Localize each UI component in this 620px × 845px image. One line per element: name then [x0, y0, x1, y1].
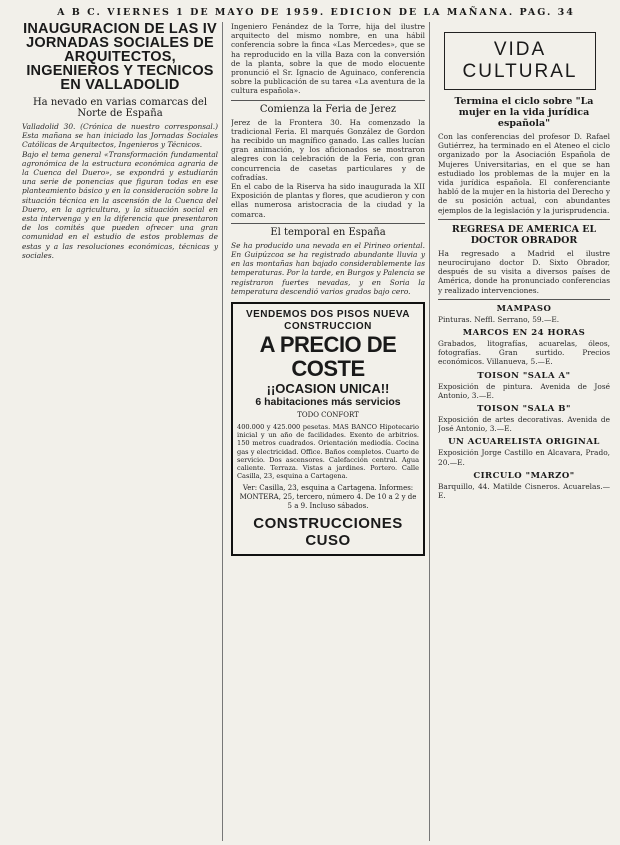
gallery-title: UN ACUARELISTA ORIGINAL [448, 437, 600, 448]
gallery-text: Exposición Jorge Castillo en Alcavara, Prado, 20.—E. [438, 448, 610, 467]
ad-ocasion: ¡¡OCASION UNICA!! [266, 381, 390, 397]
headline-temporal: El temporal en España [270, 226, 386, 238]
ad-details: 400.000 y 425.000 pesetas. MAS BANCO Hipotecario inicial y un año de facilidades. Exento de arbitrios. 150 metros cuadrados. Orientación mediodía. Cocina gas y electricidad. Office. Baños completos. Cuarto de servicio. Dos ascensores. Calefacción central. Agua caliente. Terraza. Vistas a jardines. Portero. Calle Casilla, 23, esquina a Cartagena. [237, 423, 419, 481]
article-exposicion: En el cabo de la Riserva ha sido inaugurada la XII Exposición de plantas y flores, que acudieron y con ellas numerosa aristocracia de la ciudad y la comarca. [231, 182, 425, 219]
gallery-title: TOISON "SALA A" [477, 370, 571, 381]
article-continued: Ingeniero Fenández de la Torre, hija del ilustre arquitecto del mismo nombre, en una hábil conferencia sobre la finca «Las Mercedes», que se ha reproducido en la villa Baza con la conversión de la planta, sobre la que de modo elocuente pronunció el Sr. Ignacio de Aguinaco, conferencia sobre la publicación de su tarea «La aventura de la cultura española». [231, 22, 425, 96]
headline-obrador: REGRESA DE AMERICA EL DOCTOR OBRADOR [451, 223, 597, 246]
gallery-title: CIRCULO "MARZO" [473, 470, 575, 481]
article-lead: Valladolid 30. (Crónica de nuestro corresponsal.) Esta mañana se han iniciado las Jornadas Sociales Católicas de Arquitectos, Ingenieros y Técnicos. [22, 122, 218, 150]
main-headline: INAUGURACION DE LAS IV JORNADAS SOCIALES DE ARQUITECTOS, INGENIEROS Y TECNICOS EN VALLADOLID [23, 22, 217, 93]
column-right [438, 22, 610, 841]
headline-feria-jerez: Comienza la Feria de Jerez [259, 103, 397, 115]
gallery-title: MARCOS EN 24 HORAS [462, 328, 586, 339]
ad-big-title: A PRECIO DE COSTE [259, 332, 397, 382]
article-temporal: Se ha producido una nevada en el Pirineo oriental. En Guipúzcoa se ha registrado abundante lluvia y en las montañas han bajado considerablemente las temperaturas. Por la tarde, en Burgos y Palencia se registraron fuertes nevadas, y en Soria la temperatura descendió varios grados bajo cero. [231, 240, 425, 296]
column-left [22, 22, 223, 841]
section-title-vida-cultural: VIDA CULTURAL [444, 32, 596, 90]
gallery-text: Grabados, litografías, acuarelas, óleos, fotografías. Gran surtido. Precios económicos. Villanueva, 5.—E. [438, 339, 610, 367]
gallery-title: TOISON "SALA B" [477, 404, 571, 415]
advertisement-pisos [231, 302, 425, 555]
article-obrador: Ha regresado a Madrid el ilustre neurocirujano doctor D. Sixto Obrador, después de su visita a diversos países de América, donde ha pronunciado conferencias y realizado intervenciones. [438, 248, 610, 295]
ad-habitaciones: 6 habitaciones más servicios [255, 396, 401, 409]
divider [438, 299, 610, 300]
ad-line1: VENDEMOS DOS PISOS NUEVA CONSTRUCCION [245, 309, 411, 333]
ad-contact: Ver: Casilla, 23, esquina a Cartagena. Informes: MONTERA, 25, tercero, número 4. De 10 a 2 y de 5 a 9. Incluso sábados. [239, 483, 417, 510]
gallery-title: MAMPASO [496, 303, 552, 314]
divider [438, 219, 610, 220]
divider [231, 100, 425, 101]
gallery-text: Exposición de artes decorativas. Avenida de José Antonio, 3.—E. [438, 415, 610, 434]
ad-confort: TODO CONFORT [297, 411, 359, 420]
headline-mujer-juridica: Termina el ciclo sobre "La mujer en la vida jurídica española" [454, 96, 594, 129]
article-body: Bajo el tema general «Transformación fundamental agronómica de la estructura económica agraria de la Cuenca del Duero», se expondrá y estudiarán una serie de ponencias que figuran todas en ese planteamiento básico y en la consideración sobre la situación técnica en la ascensión de la Cuenca del Duero, en la agricultura, y la situación social en esta intervenga y en la diferencia que presentaron de los comités que pueden ofrecer una gran comunidad en el estudio de estos problemas de estas y a las resoluciones económicas, técnicas y sociales. [22, 149, 218, 260]
ad-brand: CONSTRUCCIONES CUSO [253, 514, 403, 549]
gallery-text: Exposición de pintura. Avenida de José Antonio, 3.—E. [438, 381, 610, 400]
divider [231, 223, 425, 224]
gallery-text: Barquillo, 44. Matilde Cisneros. Acuarelas.—E. [438, 481, 610, 501]
gallery-text: Pinturas. Neffl. Serrano, 59.—E. [438, 314, 560, 324]
article-feria-jerez: Jerez de la Frontera 30. Ha comenzado la tradicional Feria. El marqués González de Gordon ha recibido un magnífico ganado. Las calles lucían gran animación, y los aficionados se mostraron alegres con la celebración de la Feria, con gran concurrencia de casetas particulares y de cofradías. [231, 117, 425, 182]
page-header: A B C. VIERNES 1 DE MAYO DE 1959. EDICION DE LA MAÑANA. PAG. 34 [57, 7, 575, 18]
subheadline: Ha nevado en varias comarcas del Norte de España [32, 97, 208, 119]
article-mujer-juridica: Con las conferencias del profesor D. Rafael Gutiérrez, ha terminado en el Ateneo el ciclo organizado por la Asociación Española de Mujeres Universitarias, en el que se han estudiado los problemas de la mujer en la vida jurídica española. El conferenciante habló de la mujer en la historia del Derecho y de su posición actual, con abundantes ejemplos de la legislación y la jurisprudencia. [438, 132, 610, 215]
column-middle [231, 22, 430, 841]
